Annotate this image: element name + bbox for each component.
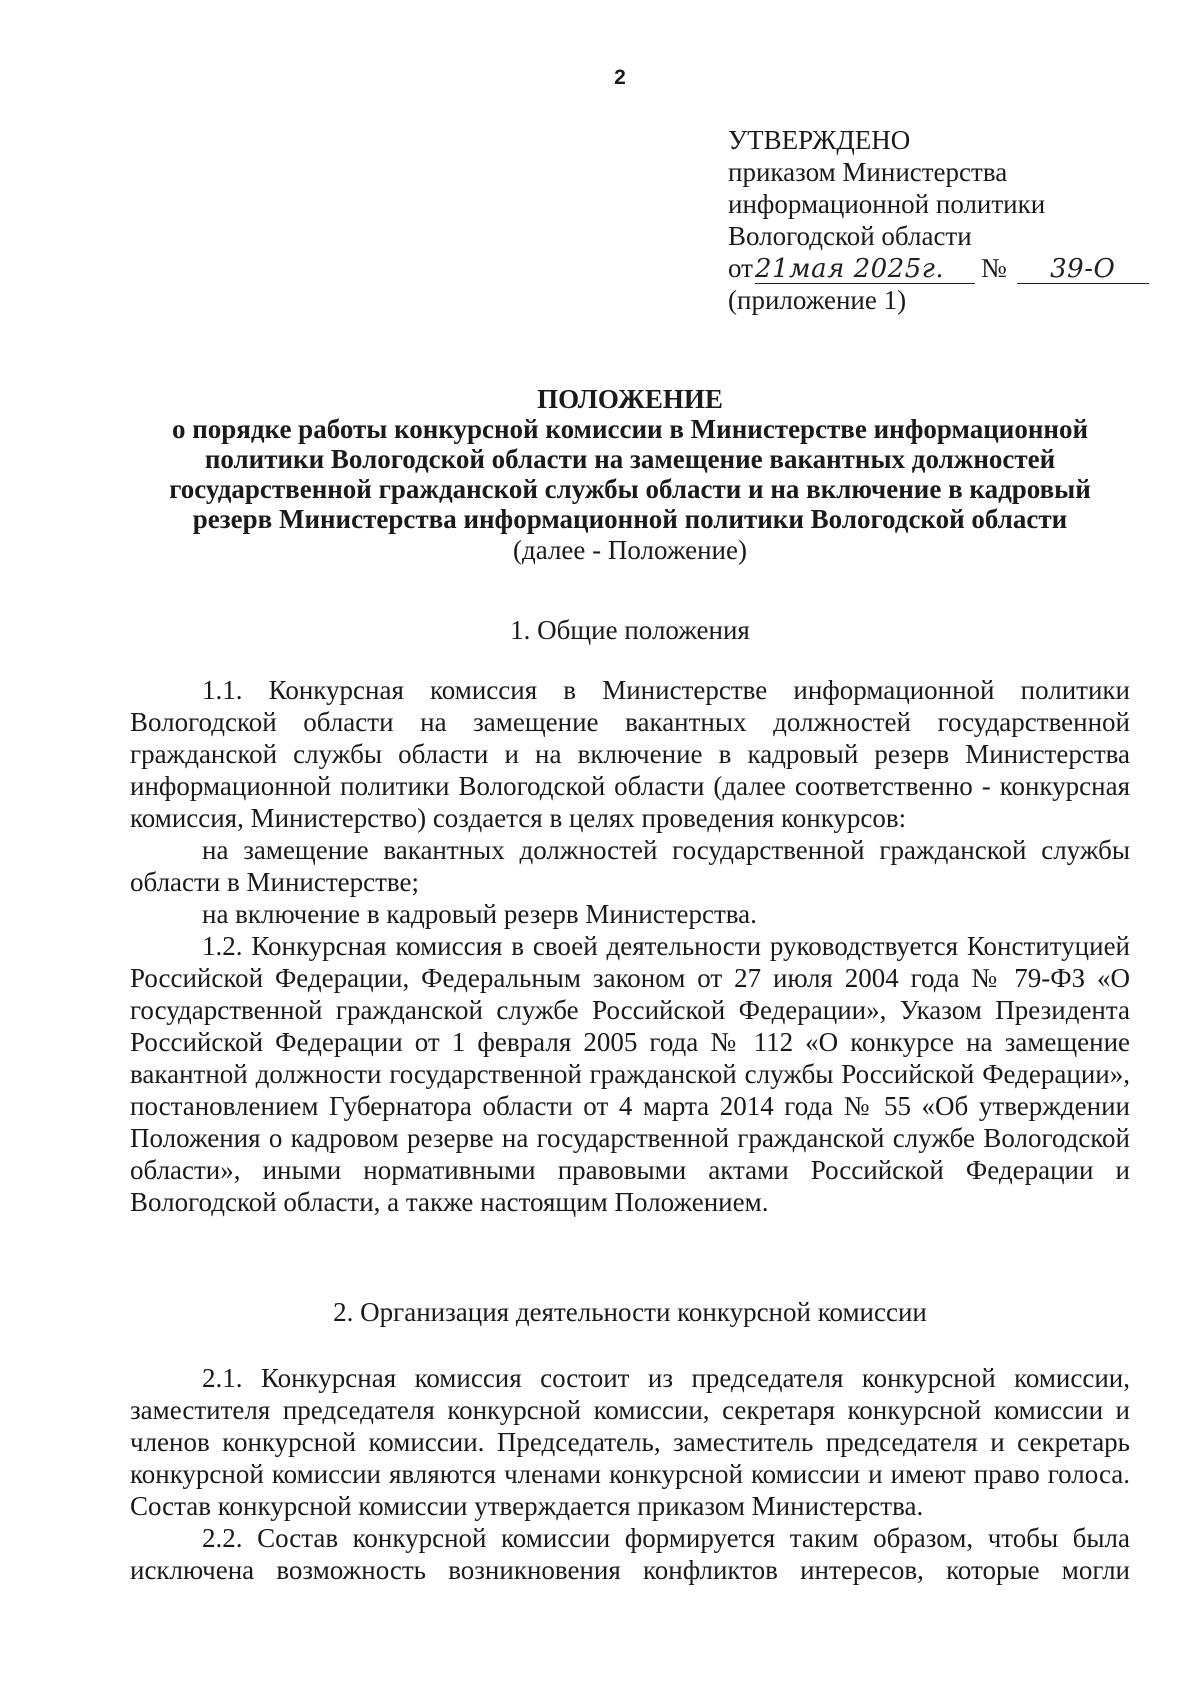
title-line-1: о порядке работы конкурсной комиссии в Министерстве информационной: [171, 414, 1089, 444]
paragraph-1-1-b: на включение в кадровый резерв Министерства.: [202, 899, 757, 929]
paragraph-2-2: 2.2. Состав конкурсной комиссии формируется таким образом, чтобы была исключена возможность возникновения конфликтов интересов, которые могли: [130, 1523, 1130, 1585]
title-line-2: политики Вологодской области на замещение вакантных должностей: [204, 444, 1056, 474]
page-number: 2: [614, 66, 626, 89]
paragraph-2-1: 2.1. Конкурсная комиссия состоит из председателя конкурсной комиссии, заместителя председателя конкурсной комиссии, секретаря конкурсной комиссии и членов конкурсной комиссии. Председатель, заместитель председателя и секретарь конкурсной комиссии являются членами конкурсной комиссии и имеют право голоса. Состав конкурсной комиссии утверждается приказом Министерства.: [130, 1363, 1130, 1521]
document-title-block: [130, 384, 1130, 566]
number-sign: №: [980, 253, 1007, 283]
section-1-heading: 1. Общие положения: [510, 615, 750, 645]
section-2-body: [130, 1362, 1130, 1586]
date-prefix: от: [728, 253, 753, 283]
approval-heading: УТВЕРЖДЕНО: [728, 125, 911, 155]
approval-line-2: информационной политики: [728, 189, 1046, 219]
approval-date-line: [728, 252, 1149, 284]
title-note: (далее - Положение): [513, 535, 747, 565]
paragraph-1-1-a: на замещение вакантных должностей государственной гражданской службы области в Министерстве;: [130, 835, 1130, 897]
handwritten-order-number: 39-О: [1017, 255, 1149, 284]
approval-line-3: Вологодской области: [728, 221, 972, 251]
title-line-3: государственной гражданской службы области и на включение в кадровый: [169, 474, 1091, 504]
approval-line-1: приказом Министерства: [728, 157, 1008, 187]
paragraph-1-2: 1.2. Конкурсная комиссия в своей деятельности руководствуется Конституцией Российской Федерации, Федеральным законом от 27 июля 2004 года № 79-ФЗ «О государственной гражданской службе Российской Федерации», Указом Президента Российской Федерации от 1 февраля 2005 года № 112 «О конкурсе на замещение вакантной должности государственной гражданской службы Российской Федерации», постановлением Губернатора области от 4 марта 2014 года № 55 «Об утверждении Положения о кадровом резерве на государственной гражданской службе Вологодской области», иными нормативными правовыми актами Российской Федерации и Вологодской области, а также настоящим Положением.: [130, 931, 1130, 1217]
section-2-heading: 2. Организация деятельности конкурсной комиссии: [333, 1297, 927, 1327]
document-title: ПОЛОЖЕНИЕ: [537, 384, 723, 414]
section-1-body: [130, 674, 1130, 1218]
handwritten-date: 21мая 2025г.: [755, 255, 975, 284]
approval-appendix: (приложение 1): [728, 285, 907, 315]
approval-block: [728, 124, 1149, 316]
title-line-4: резерв Министерства информационной политики Вологодской области: [192, 504, 1068, 534]
paragraph-1-1: 1.1. Конкурсная комиссия в Министерстве информационной политики Вологодской области на замещение вакантных должностей государственной гражданской службы области и на включение в кадровый резерв Министерства информационной политики Вологодской области (далее соответственно - конкурсная комиссия, Министерство) создается в целях проведения конкурсов:: [130, 675, 1130, 833]
